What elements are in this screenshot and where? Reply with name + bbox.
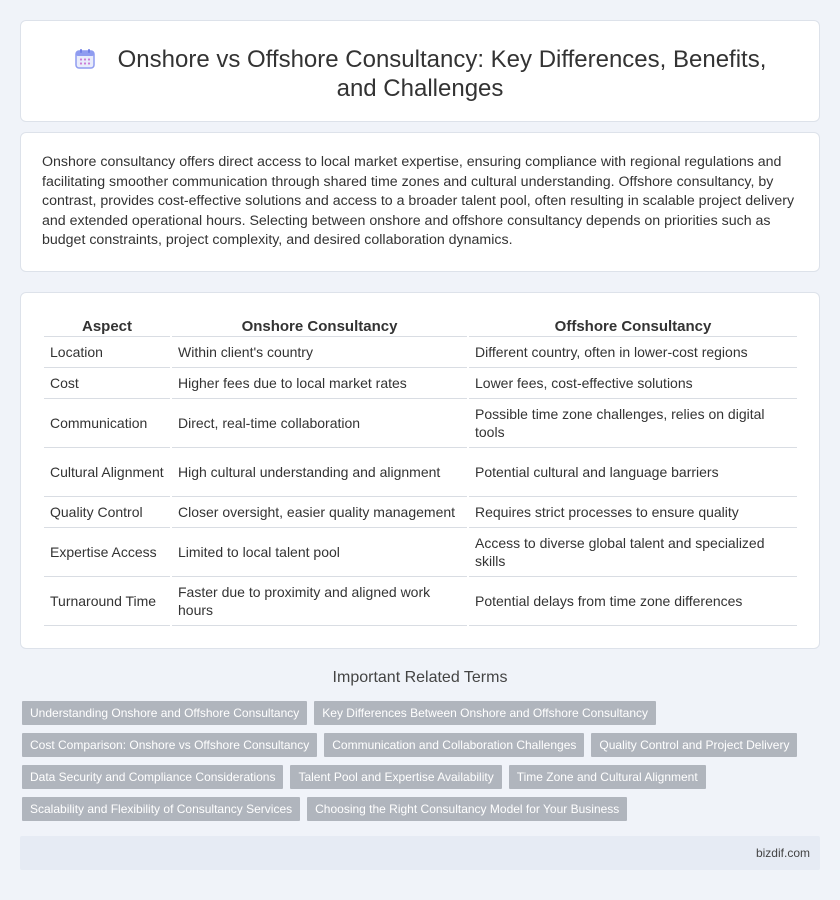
cell-aspect: Expertise Access: [44, 528, 170, 577]
header-onshore: Onshore Consultancy: [172, 315, 467, 337]
comparison-card: [20, 292, 820, 649]
cell-aspect: Communication: [44, 399, 170, 448]
related-term-tag[interactable]: Talent Pool and Expertise Availability: [290, 765, 501, 789]
cell-offshore: Possible time zone challenges, relies on digital tools: [469, 399, 797, 448]
cell-offshore: Access to diverse global talent and specialized skills: [469, 528, 797, 577]
cell-offshore: Potential cultural and language barriers: [469, 448, 797, 497]
footer-site-link[interactable]: bizdif.com: [755, 846, 810, 860]
cell-offshore: Different country, often in lower-cost regions: [469, 337, 797, 368]
cell-aspect: Quality Control: [44, 497, 170, 528]
related-term-tag[interactable]: Key Differences Between Onshore and Offshore Consultancy: [314, 701, 656, 725]
cell-onshore: Limited to local talent pool: [172, 528, 467, 577]
table-row: [44, 497, 797, 528]
cell-aspect: Cost: [44, 368, 170, 399]
related-term-tag[interactable]: Choosing the Right Consultancy Model for Your Business: [307, 797, 627, 821]
cell-onshore: High cultural understanding and alignment: [172, 448, 467, 497]
table-row: [44, 448, 797, 497]
cell-onshore: Closer oversight, easier quality management: [172, 497, 467, 528]
related-term-tag[interactable]: Communication and Collaboration Challenges: [324, 733, 584, 757]
table-row: [44, 528, 797, 577]
cell-offshore: Potential delays from time zone differences: [469, 577, 797, 626]
related-term-tag[interactable]: Understanding Onshore and Offshore Consultancy: [22, 701, 307, 725]
cell-onshore: Higher fees due to local market rates: [172, 368, 467, 399]
cell-aspect: Turnaround Time: [44, 577, 170, 626]
related-terms-list: [22, 701, 822, 829]
table-row: [44, 368, 797, 399]
cell-offshore: Lower fees, cost-effective solutions: [469, 368, 797, 399]
page-title-row: [21, 45, 819, 103]
header-offshore: Offshore Consultancy: [469, 315, 797, 337]
footer-bar: [20, 836, 820, 870]
cell-aspect: Cultural Alignment: [44, 448, 170, 497]
cell-aspect: Location: [44, 337, 170, 368]
page-title: Onshore vs Offshore Consultancy: Key Differences, Benefits, and Challenges: [117, 46, 767, 102]
table-row: [44, 337, 797, 368]
related-term-tag[interactable]: Quality Control and Project Delivery: [591, 733, 797, 757]
summary-text: Onshore consultancy offers direct access to local market expertise, ensuring compliance with regional regulations and facilitating smoother communication through shared time zones and cultural understanding. Offshore consultancy, by contrast, provides cost-effective solutions and access to a broader talent pool, often resulting in scalable project delivery and extended operational hours. Selecting between onshore and offshore consultancy depends on priorities such as budget constraints, project complexity, and desired collaboration dynamics.: [42, 154, 795, 249]
calendar-icon: [74, 48, 96, 70]
related-term-tag[interactable]: Scalability and Flexibility of Consultancy Services: [22, 797, 300, 821]
header-card: [20, 20, 820, 122]
table-header-row: [44, 315, 797, 337]
cell-offshore: Requires strict processes to ensure quality: [469, 497, 797, 528]
table-row: [44, 399, 797, 448]
cell-onshore: Direct, real-time collaboration: [172, 399, 467, 448]
related-term-tag[interactable]: Data Security and Compliance Considerations: [22, 765, 283, 789]
related-term-tag[interactable]: Time Zone and Cultural Alignment: [509, 765, 706, 789]
summary-card: [20, 132, 820, 272]
related-terms-heading: Important Related Terms: [332, 669, 508, 686]
cell-onshore: Within client's country: [172, 337, 467, 368]
comparison-table: [42, 315, 799, 626]
cell-onshore: Faster due to proximity and aligned work hours: [172, 577, 467, 626]
table-row: [44, 577, 797, 626]
header-aspect: Aspect: [44, 315, 170, 337]
related-term-tag[interactable]: Cost Comparison: Onshore vs Offshore Consultancy: [22, 733, 317, 757]
